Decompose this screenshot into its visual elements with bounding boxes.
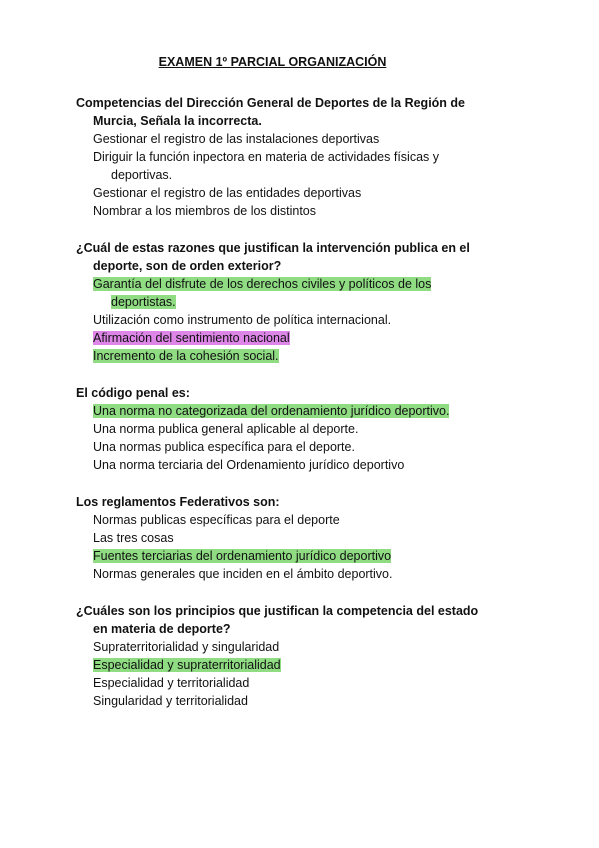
question-text: El código penal es: <box>76 386 190 400</box>
option: Diriguir la función inpectora en materia de actividades físicas y deportivas. <box>93 150 440 182</box>
option: Utilización como instrumento de política internacional. <box>93 313 392 327</box>
question-text: ¿Cuáles son los principios que justifican la competencia del estado en materia de deporte? <box>76 604 479 636</box>
question-3 <box>76 384 496 474</box>
question-4 <box>76 493 496 583</box>
option-highlighted: Afirmación del sentimiento nacional <box>93 331 290 345</box>
option: Especialidad y territorialidad <box>93 676 250 690</box>
option-highlighted: Fuentes terciarias del ordenamiento jurídico deportivo <box>93 549 392 563</box>
option-highlighted: Especialidad y supraterritorialidad <box>93 658 281 672</box>
question-1 <box>76 94 496 220</box>
question-text: ¿Cuál de estas razones que justifican la intervención publica en el deporte, son de orden exterior? <box>76 241 470 273</box>
option: Las tres cosas <box>93 531 174 545</box>
question-text: Los reglamentos Federativos son: <box>76 495 280 509</box>
option-highlighted: Garantía del disfrute de los derechos civiles y políticos de los deportistas. <box>93 277 432 309</box>
option: Normas publicas específicas para el deporte <box>93 513 340 527</box>
option: Gestionar el registro de las instalaciones deportivas <box>93 132 380 146</box>
option: Una norma terciaria del Ordenamiento jurídico deportivo <box>93 458 405 472</box>
option: Normas generales que inciden en el ámbito deportivo. <box>93 567 393 581</box>
exam-title: EXAMEN 1º PARCIAL ORGANIZACIÓN <box>158 55 387 69</box>
question-5 <box>76 602 496 710</box>
option-highlighted: Incremento de la cohesión social. <box>93 349 279 363</box>
option-highlighted: Una norma no categorizada del ordenamiento jurídico deportivo. <box>93 404 450 418</box>
option: Una normas publica específica para el deporte. <box>93 440 355 454</box>
option: Gestionar el registro de las entidades deportivas <box>93 186 362 200</box>
option: Singularidad y territorialidad <box>93 694 248 708</box>
option: Una norma publica general aplicable al deporte. <box>93 422 359 436</box>
option: Supraterritorialidad y singularidad <box>93 640 280 654</box>
option: Nombrar a los miembros de los distintos <box>93 204 316 218</box>
question-text: Competencias del Dirección General de Deportes de la Región de Murcia, Señala la incorrecta. <box>76 96 466 128</box>
question-2 <box>76 239 496 365</box>
